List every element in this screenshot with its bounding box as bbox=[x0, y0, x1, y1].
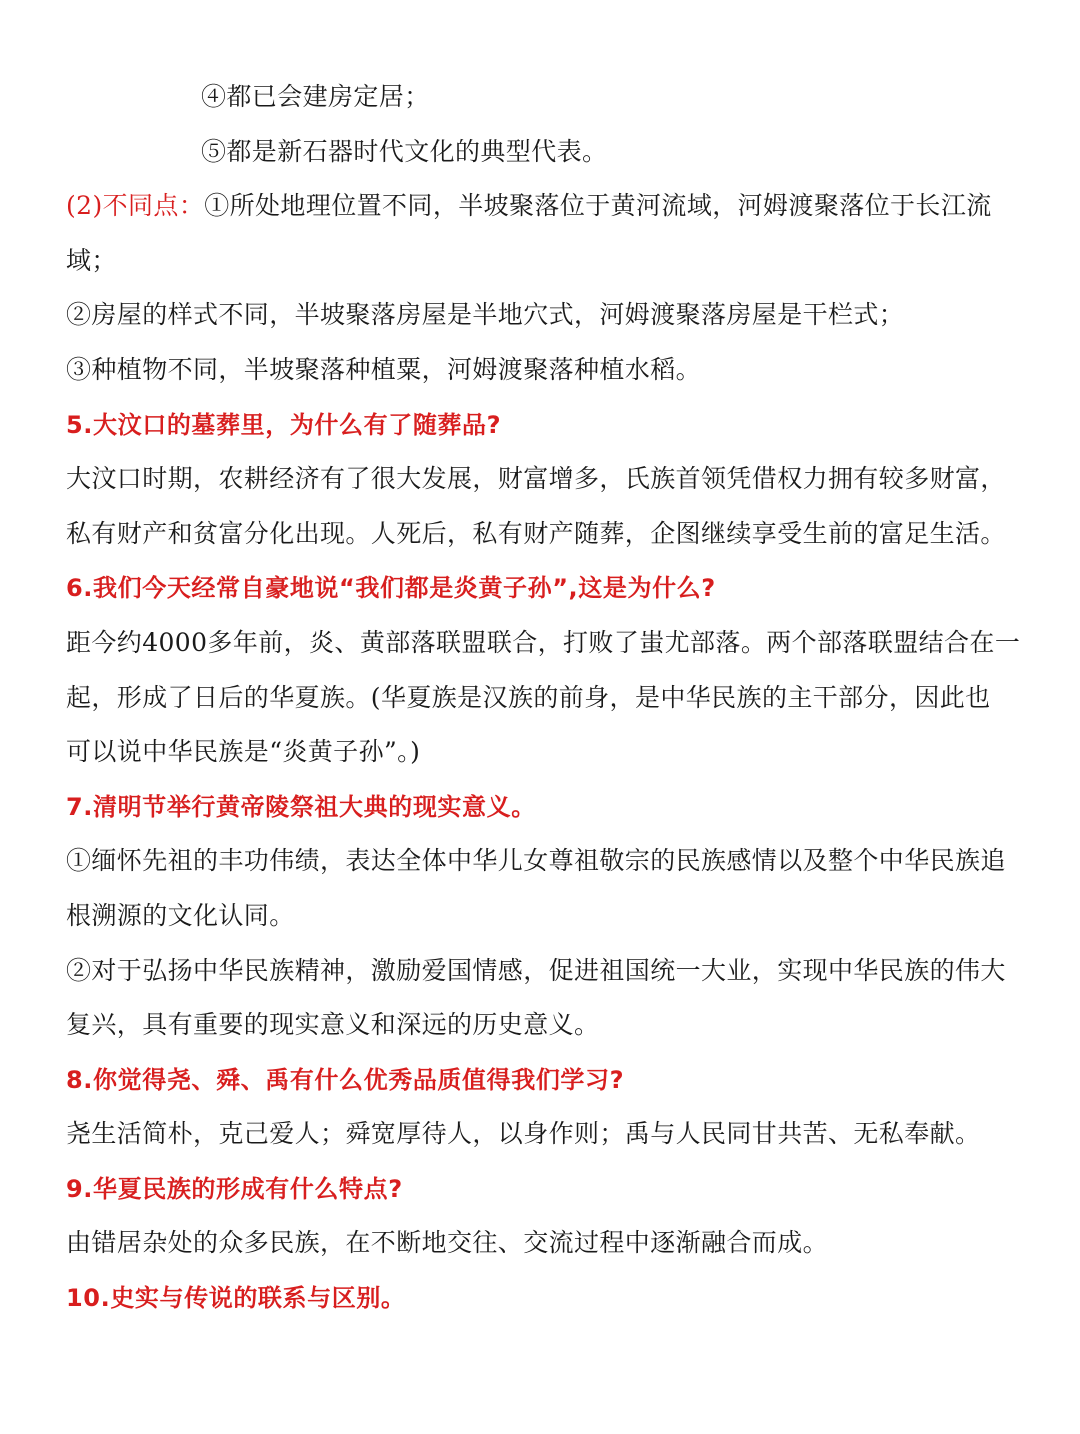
answer-5-line-2: 私有财产和贫富分化出现。人死后，私有财产随葬，企图继续享受生前的富足生活。 bbox=[66, 518, 1006, 548]
answer-7-line-4: 复兴，具有重要的现实意义和深远的历史意义。 bbox=[66, 1010, 600, 1040]
answer-8-line-1: 尧生活简朴，克己爱人；舜宽厚待人，以身作则；禹与人民同甘共苦、无私奉献。 bbox=[66, 1119, 981, 1149]
question-9-heading: 9.华夏民族的形成有什么特点? bbox=[66, 1174, 403, 1203]
answer-6-line-1: 距今约4000多年前，炎、黄部落联盟联合，打败了蚩尤部落。两个部落联盟结合在一 bbox=[66, 627, 1021, 657]
question-7-heading: 7.清明节举行黄帝陵祭祖大典的现实意义。 bbox=[66, 792, 536, 821]
answer-6-line-2: 起，形成了日后的华夏族。(华夏族是汉族的前身，是中华民族的主干部分，因此也 bbox=[66, 682, 991, 712]
differences-label: (2)不同点： bbox=[66, 191, 205, 221]
answer-9-line-1: 由错居杂处的众多民族，在不断地交往、交流过程中逐渐融合而成。 bbox=[66, 1228, 829, 1258]
differences-continuation: 域； bbox=[66, 245, 117, 275]
point-5-line: ⑤都是新石器时代文化的典型代表。 bbox=[201, 136, 608, 166]
point-4-line: ④都已会建房定居； bbox=[201, 82, 430, 111]
differences-line bbox=[66, 179, 1016, 234]
question-6-heading: 6.我们今天经常自豪地说“我们都是炎黄子孙”,这是为什么? bbox=[66, 574, 716, 603]
question-10-heading: 10.史实与传说的联系与区别。 bbox=[66, 1284, 406, 1313]
answer-6-line-3: 可以说中华民族是“炎黄子孙”。) bbox=[66, 737, 421, 767]
difference-3-line: ③种植物不同，半坡聚落种植粟，河姆渡聚落种植水稻。 bbox=[66, 354, 702, 384]
question-8-heading: 8.你觉得尧、舜、禹有什么优秀品质值得我们学习? bbox=[66, 1065, 625, 1094]
answer-7-line-2: 根溯源的文化认同。 bbox=[66, 900, 295, 930]
differences-text: ①所处地理位置不同，半坡聚落位于黄河流域，河姆渡聚落位于长江流 bbox=[204, 191, 992, 221]
answer-7-line-1: ①缅怀先祖的丰功伟绩，表达全体中华儿女尊祖敬宗的民族感情以及整个中华民族追 bbox=[66, 846, 1006, 876]
question-5-heading: 5.大汶口的墓葬里，为什么有了随葬品? bbox=[66, 410, 502, 439]
answer-5-line-1: 大汶口时期，农耕经济有了很大发展，财富增多，氏族首领凭借权力拥有较多财富， bbox=[66, 464, 1006, 494]
document-body bbox=[66, 70, 1021, 1326]
answer-7-line-3: ②对于弘扬中华民族精神，激励爱国情感，促进祖国统一大业，实现中华民族的伟大 bbox=[66, 955, 1006, 985]
difference-2-line: ②房屋的样式不同，半坡聚落房屋是半地穴式，河姆渡聚落房屋是干栏式； bbox=[66, 300, 905, 330]
